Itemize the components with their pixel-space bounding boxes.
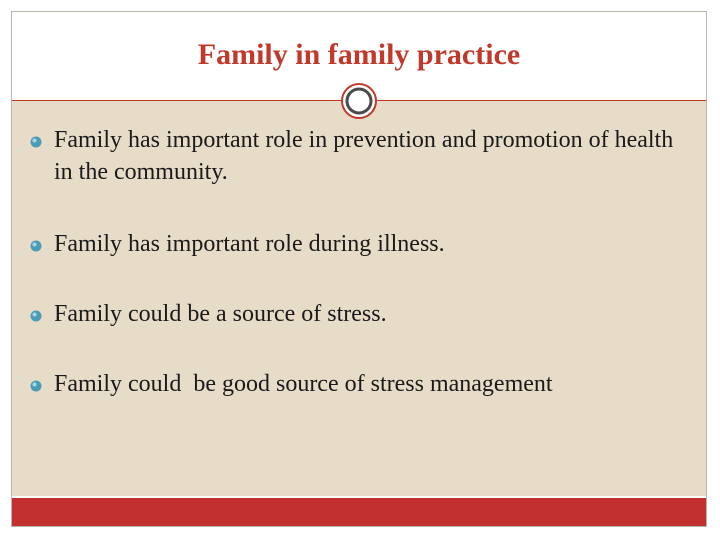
- list-item: [30, 298, 690, 330]
- circle-ornament-icon: [340, 82, 378, 120]
- bullet-text: Family has important role during illness.: [54, 231, 445, 257]
- bullet-marker-icon: [30, 240, 42, 252]
- bullet-list: [30, 124, 690, 400]
- footer-bar: [12, 496, 706, 526]
- bullet-text: Family has important role in prevention and promotion of health in the community.: [54, 127, 674, 185]
- list-item: [30, 368, 690, 400]
- slide-title: Family in family practice: [197, 38, 521, 71]
- slide: [11, 11, 707, 527]
- bullet-marker-icon: [30, 380, 42, 392]
- list-item: [30, 124, 690, 188]
- bullet-marker-icon: [30, 136, 42, 148]
- bullet-text: Family could be good source of stress management: [54, 371, 553, 397]
- list-item: [30, 228, 690, 260]
- bullet-text: Family could be a source of stress.: [54, 301, 387, 327]
- bullet-marker-icon: [30, 310, 42, 322]
